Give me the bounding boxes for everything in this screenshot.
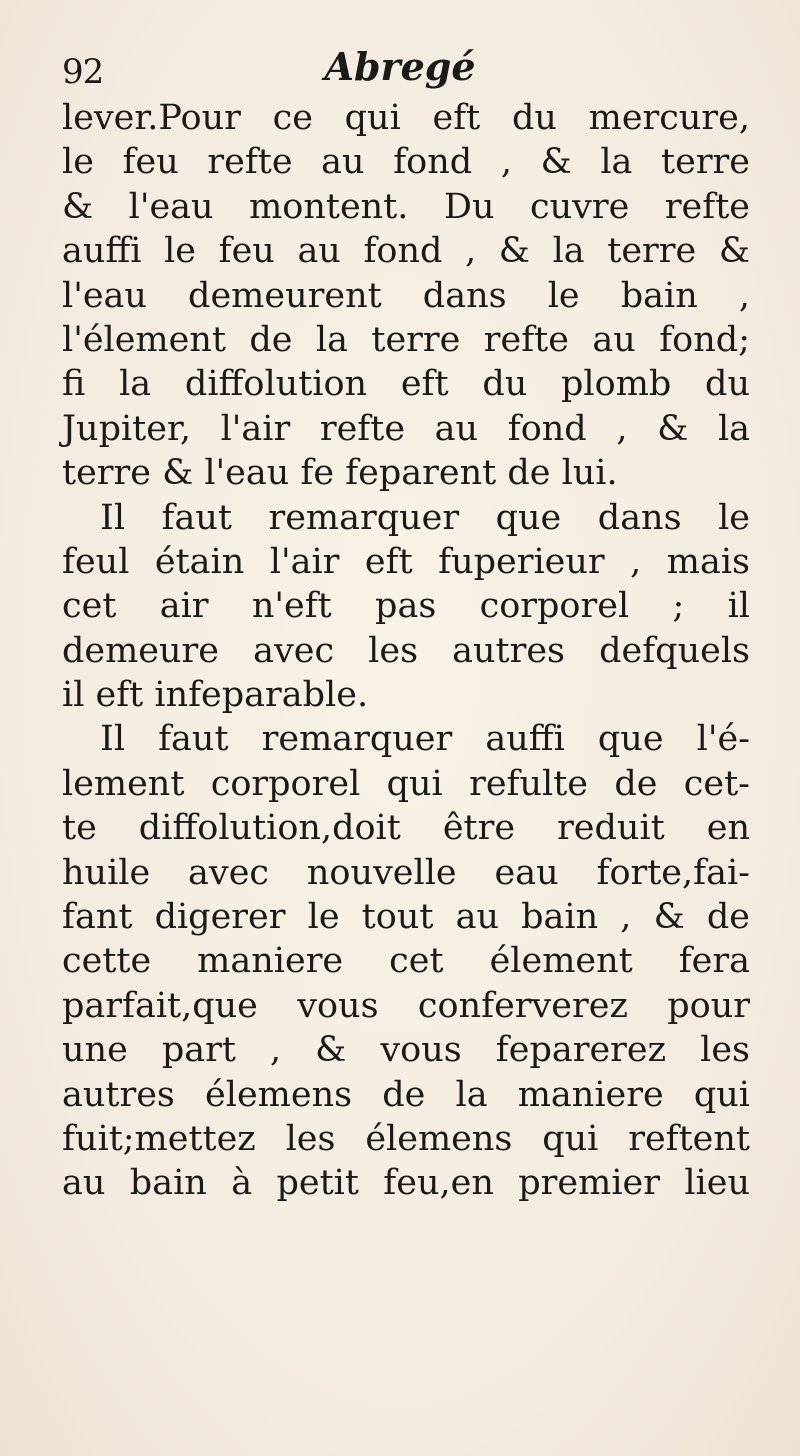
text-line: demeure avec les autres defquels	[62, 630, 750, 671]
text-line: fi la diffolution eft du plomb du	[62, 364, 750, 405]
text-line: huile avec nouvelle eau forte,fai-	[62, 852, 750, 893]
text-line: au bain à petit feu,en premier lieu	[62, 1163, 750, 1204]
text-line: Il faut remarquer auffi que l'é-	[100, 719, 750, 760]
text-line: cet air n'eft pas corporel ; il	[62, 586, 750, 627]
text-line: lement corporel qui refulte de cet-	[62, 763, 750, 804]
text-line: auffi le feu au fond , & la terre &	[62, 231, 750, 272]
text-line: terre & l'eau fe feparent de lui.	[62, 453, 618, 494]
text-line: feul étain l'air eft fuperieur , mais	[62, 541, 750, 582]
text-line: parfait,que vous conferverez pour	[62, 985, 750, 1026]
text-line: & l'eau montent. Du cuvre refte	[62, 186, 750, 227]
text-line: Jupiter, l'air refte au fond , & la	[62, 408, 750, 449]
text-line: il eft infeparable.	[62, 675, 369, 716]
text-line: fant digerer le tout au bain , & de	[62, 897, 750, 938]
running-title: Abregé	[324, 44, 476, 89]
text-line: Il faut remarquer que dans le	[100, 497, 750, 538]
text-line: lever.Pour ce qui eft du mercure,	[62, 98, 750, 138]
text-line: une part , & vous feparerez les	[62, 1030, 750, 1071]
body-text	[62, 96, 750, 1206]
text-line: le feu refte au fond , & la terre	[62, 142, 750, 183]
text-line: te diffolution,doit être reduit en	[62, 808, 750, 849]
page-number: 92	[62, 52, 104, 92]
text-line: autres élemens de la maniere qui	[62, 1074, 750, 1115]
page-header	[62, 40, 738, 100]
text-line: fuit;mettez les élemens qui reftent	[62, 1118, 750, 1159]
text-line: l'eau demeurent dans le bain ,	[62, 275, 750, 316]
text-line: cette maniere cet élement fera	[62, 941, 750, 982]
text-line: l'élement de la terre refte au fond;	[62, 319, 750, 360]
